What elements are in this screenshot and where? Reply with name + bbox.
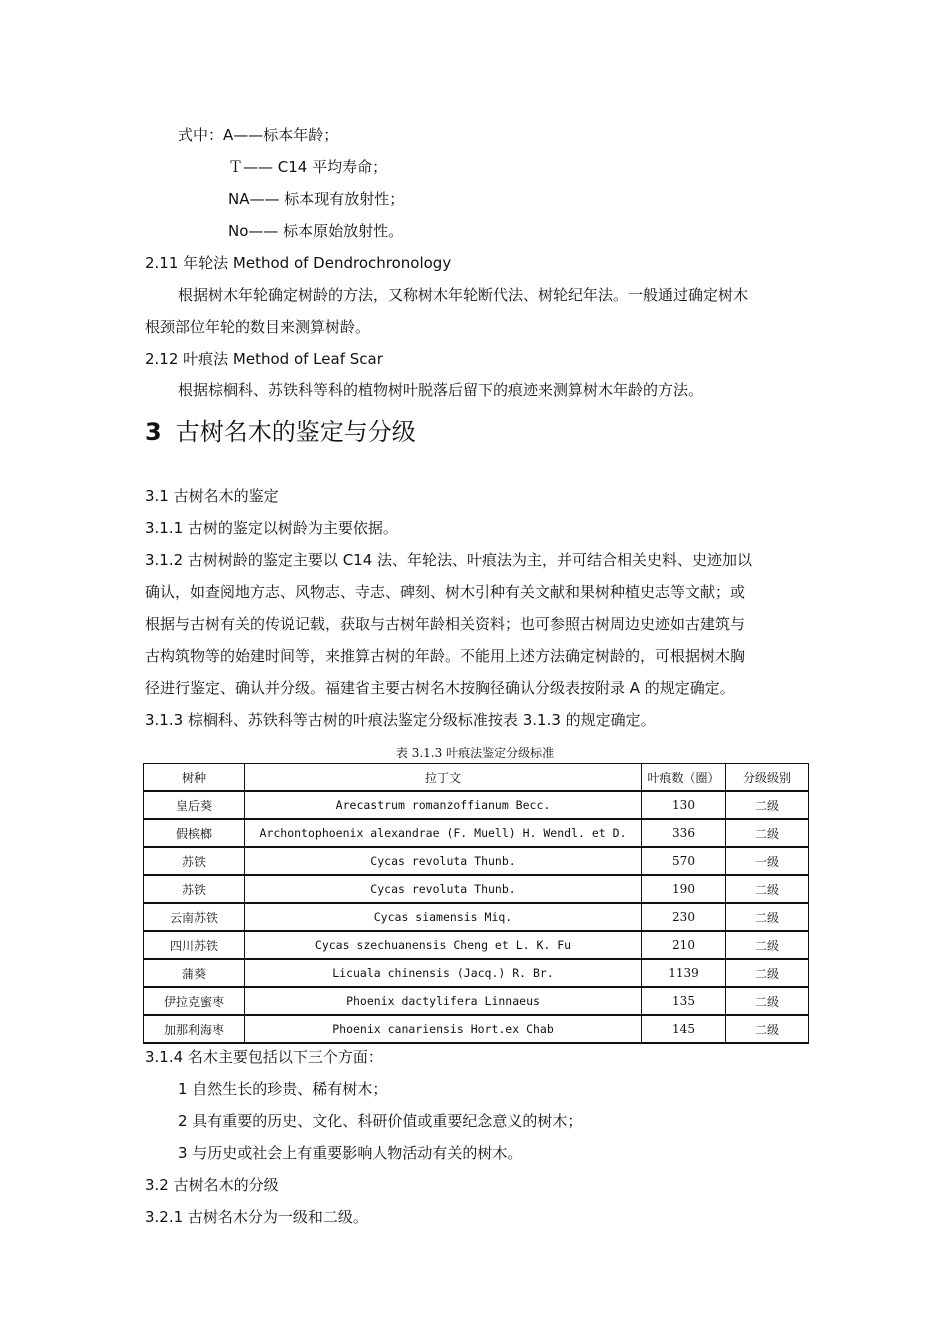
cell-count: 1139 [642, 959, 726, 987]
cell-species: 苏铁 [144, 875, 245, 903]
table-row [144, 1015, 809, 1043]
table-header-row [144, 764, 809, 792]
table-row [144, 847, 809, 875]
cell-count: 135 [642, 987, 726, 1015]
clause-3-1-4-item-2: 2 具有重要的历史、文化、科研价值或重要纪念意义的树木； [178, 1112, 583, 1130]
cell-latin: Cycas szechuanensis Cheng et L. K. Fu [245, 931, 642, 959]
formula-note-a: 式中：A——标本年龄； [178, 126, 339, 144]
cell-grade: 二级 [726, 791, 809, 819]
header-grade: 分级级别 [726, 764, 809, 792]
cell-latin: Cycas revoluta Thunb. [245, 847, 642, 875]
section-3-2-heading: 3.2 古树名木的分级 [145, 1176, 279, 1194]
clause-3-1-2-line3: 根据与古树有关的传说记载，获取与古树年龄相关资料；也可参照古树周边史迹如古建筑与 [145, 615, 746, 633]
cell-grade: 二级 [726, 819, 809, 847]
cell-latin: Archontophoenix alexandrae (F. Muell) H. Wendl. et D. [245, 819, 642, 847]
clause-3-1-2-line2: 确认，如查阅地方志、风物志、寺志、碑刻、树木引种有关文献和果树种植史志等文献；或 [145, 583, 746, 601]
cell-count: 210 [642, 931, 726, 959]
cell-species: 假槟榔 [144, 819, 245, 847]
cell-count: 145 [642, 1015, 726, 1043]
clause-3-1-4-heading: 3.1.4 名木主要包括以下三个方面： [145, 1048, 383, 1066]
chapter-number: 3 [145, 418, 162, 446]
cell-species: 加那利海枣 [144, 1015, 245, 1043]
header-leaf-scar-count: 叶痕数（圈） [642, 764, 726, 792]
cell-latin: Licuala chinensis (Jacq.) R. Br. [245, 959, 642, 987]
cell-count: 230 [642, 903, 726, 931]
cell-grade: 二级 [726, 987, 809, 1015]
chapter-3-heading [145, 416, 416, 448]
cell-count: 336 [642, 819, 726, 847]
cell-species: 蒲葵 [144, 959, 245, 987]
cell-species: 伊拉克蜜枣 [144, 987, 245, 1015]
table-row [144, 903, 809, 931]
section-2-11-heading: 2.11 年轮法 Method of Dendrochronology [145, 254, 452, 272]
cell-species: 四川苏铁 [144, 931, 245, 959]
clause-3-2-1: 3.2.1 古树名木分为一级和二级。 [145, 1208, 368, 1226]
cell-grade: 一级 [726, 847, 809, 875]
section-2-12-para: 根据棕榈科、苏铁科等科的植物树叶脱落后留下的痕迹来测算树木年龄的方法。 [178, 381, 704, 399]
clause-3-1-4-item-3: 3 与历史或社会上有重要影响人物活动有关的树木。 [178, 1144, 523, 1162]
cell-species: 云南苏铁 [144, 903, 245, 931]
clause-3-1-2-line4: 古构筑物等的始建时间等，来推算古树的年龄。不能用上述方法确定树龄的，可根据树木胸 [145, 647, 746, 665]
cell-latin: Cycas siamensis Miq. [245, 903, 642, 931]
cell-count: 570 [642, 847, 726, 875]
section-2-11-para-line1: 根据树木年轮确定树龄的方法，又称树木年轮断代法、树轮纪年法。一般通过确定树木 [178, 286, 749, 304]
clause-3-1-2-line5: 径进行鉴定、确认并分级。福建省主要古树名木按胸径确认分级表按附录 A 的规定确定。 [145, 679, 735, 697]
formula-note-na: NA—— 标本现有放射性； [228, 190, 405, 208]
cell-latin: Arecastrum romanzoffianum Becc. [245, 791, 642, 819]
clause-3-1-3: 3.1.3 棕榈科、苏铁科等古树的叶痕法鉴定分级标准按表 3.1.3 的规定确定。 [145, 711, 656, 729]
cell-species: 皇后葵 [144, 791, 245, 819]
table-row [144, 819, 809, 847]
table-row [144, 931, 809, 959]
section-2-11-para-line2: 根颈部位年轮的数目来测算树龄。 [145, 318, 371, 336]
table-row [144, 875, 809, 903]
section-3-1-heading: 3.1 古树名木的鉴定 [145, 487, 279, 505]
cell-species: 苏铁 [144, 847, 245, 875]
formula-note-no: No—— 标本原始放射性。 [228, 222, 404, 240]
clause-3-1-2-line1: 3.1.2 古树树龄的鉴定主要以 C14 法、年轮法、叶痕法为主，并可结合相关史料、史迹加以 [145, 551, 753, 569]
cell-latin: Cycas revoluta Thunb. [245, 875, 642, 903]
header-species: 树种 [144, 764, 245, 792]
leaf-scar-table [143, 763, 809, 1044]
table-row [144, 959, 809, 987]
formula-note-t: Ｔ—— C14 平均寿命； [228, 158, 388, 176]
cell-grade: 二级 [726, 875, 809, 903]
cell-grade: 二级 [726, 959, 809, 987]
cell-count: 190 [642, 875, 726, 903]
chapter-title: 古树名木的鉴定与分级 [175, 418, 416, 446]
cell-grade: 二级 [726, 1015, 809, 1043]
cell-latin: Phoenix canariensis Hort.ex Chab [245, 1015, 642, 1043]
table-row [144, 987, 809, 1015]
table-caption: 表 3.1.3 叶痕法鉴定分级标准 [395, 746, 555, 760]
section-2-12-heading: 2.12 叶痕法 Method of Leaf Scar [145, 350, 383, 368]
cell-grade: 二级 [726, 931, 809, 959]
cell-latin: Phoenix dactylifera Linnaeus [245, 987, 642, 1015]
cell-grade: 二级 [726, 903, 809, 931]
cell-count: 130 [642, 791, 726, 819]
clause-3-1-4-item-1: 1 自然生长的珍贵、稀有树木； [178, 1080, 388, 1098]
table-row [144, 791, 809, 819]
header-latin: 拉丁文 [245, 764, 642, 792]
clause-3-1-1: 3.1.1 古树的鉴定以树龄为主要依据。 [145, 519, 398, 537]
